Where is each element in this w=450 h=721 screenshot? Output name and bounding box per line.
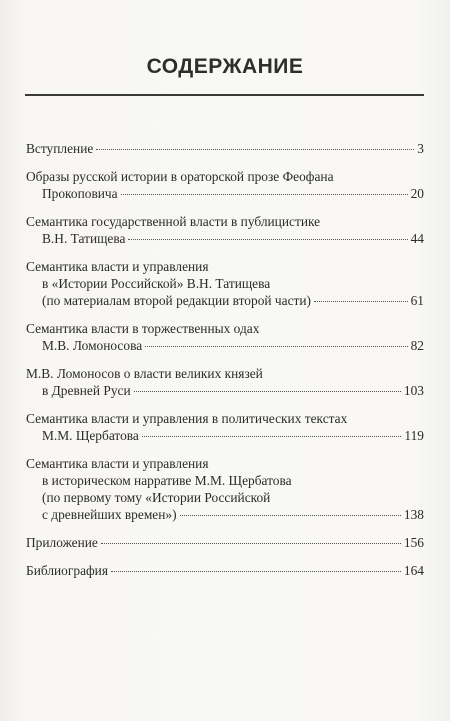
toc-entry-text: (по материалам второй редакции второй части) (42, 293, 312, 308)
dot-leader (314, 300, 408, 302)
dot-leader (128, 238, 407, 240)
toc-entry-text: Прокоповича (42, 186, 118, 201)
dot-leader (145, 345, 407, 347)
toc-entry-line: в «Истории Российской» В.Н. Татищева (42, 276, 271, 291)
toc-entry-line: Семантика власти и управления в политических текстах (26, 411, 348, 426)
toc-entry-text: М.М. Щербатова (42, 428, 139, 443)
toc-entry[interactable] (26, 365, 424, 399)
toc-entry-text: с древнейших времен») (42, 507, 177, 522)
page-number: 20 (410, 186, 424, 201)
toc-entry-text: В.Н. Татищева (42, 231, 126, 246)
toc-entry-text: Библиография (26, 563, 109, 578)
page-number: 82 (410, 338, 424, 353)
toc-entry-text: Приложение (26, 535, 98, 550)
page-number: 138 (403, 507, 424, 522)
dot-leader (142, 435, 402, 437)
toc-entry-last-line (26, 292, 424, 309)
toc-entry-line: Семантика власти и управления (26, 259, 209, 274)
page-number: 3 (417, 141, 424, 156)
toc-entry-last-line (26, 230, 424, 247)
toc-entry-last-line (26, 185, 424, 202)
page-number: 103 (403, 383, 424, 398)
dot-leader (134, 390, 401, 392)
toc-entry[interactable] (26, 455, 424, 523)
toc-entry-line: Семантика власти и управления (26, 456, 209, 471)
dot-leader (180, 514, 401, 516)
toc-entry-line: Семантика власти в торжественных одах (26, 321, 260, 336)
toc-entry-text: Вступление (26, 141, 94, 156)
page-number: 61 (410, 293, 424, 308)
toc-entry[interactable] (26, 213, 424, 247)
toc-entry-text: М.В. Ломоносова (42, 338, 143, 353)
toc-entry-last-line (26, 140, 424, 157)
toc-entry[interactable] (26, 534, 424, 551)
toc-entry[interactable] (26, 168, 424, 202)
toc-entry-last-line (26, 427, 424, 444)
dot-leader (101, 542, 401, 544)
toc-entry-last-line (26, 382, 424, 399)
toc-entry-last-line (26, 337, 424, 354)
toc-entry-last-line (26, 534, 424, 551)
page-number: 164 (403, 563, 424, 578)
page-number: 44 (410, 231, 424, 246)
toc-entry-text: в Древней Руси (42, 383, 131, 398)
toc-entry-last-line (26, 562, 424, 579)
page-title: СОДЕРЖАНИЕ (146, 55, 304, 78)
toc-entry[interactable] (26, 410, 424, 444)
toc-entry[interactable] (26, 258, 424, 309)
toc-entry[interactable] (26, 140, 424, 157)
toc-entry[interactable] (26, 320, 424, 354)
toc-entry-line: М.В. Ломоносов о власти великих князей (26, 366, 263, 381)
dot-leader (111, 570, 401, 572)
title-rule (25, 94, 424, 96)
dot-leader (121, 193, 408, 195)
table-of-contents (26, 140, 424, 590)
toc-entry-line: Семантика государственной власти в публицистике (26, 214, 321, 229)
toc-entry-last-line (26, 506, 424, 523)
dot-leader (96, 148, 414, 150)
page-number: 156 (403, 535, 424, 550)
toc-entry-line: Образы русской истории в ораторской прозе Феофана (26, 169, 334, 184)
toc-entry[interactable] (26, 562, 424, 579)
toc-entry-line: (по первому тому «Истории Российской (42, 490, 271, 505)
toc-entry-line: в историческом нарративе М.М. Щербатова (42, 473, 292, 488)
page-number: 119 (404, 428, 424, 443)
